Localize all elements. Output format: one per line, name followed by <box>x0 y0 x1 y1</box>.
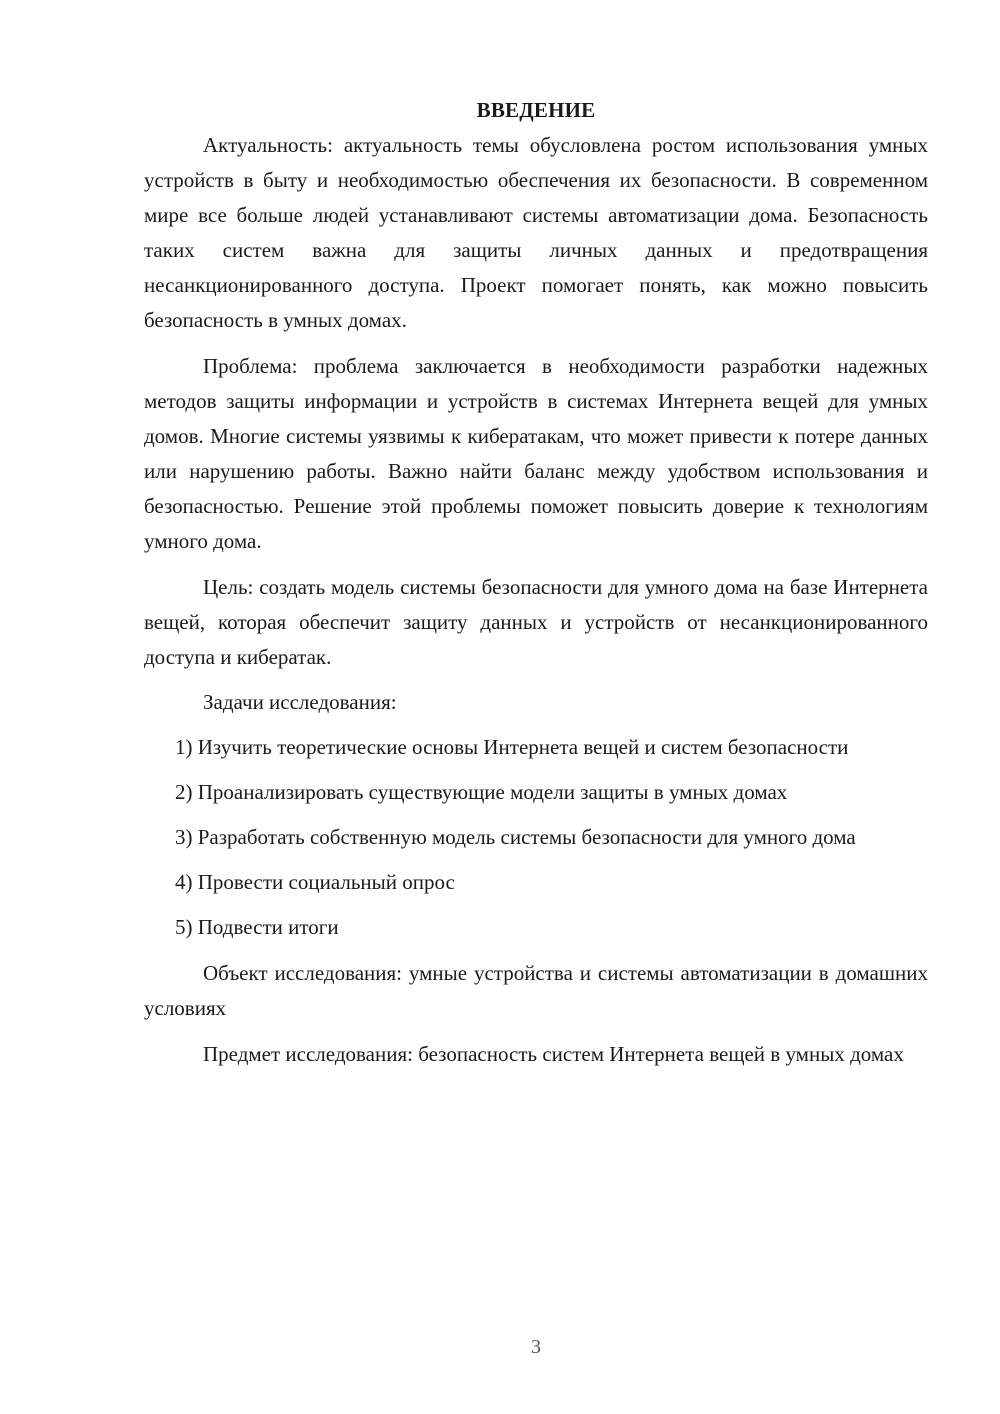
task-item: 1) Изучить теоретические основы Интернета вещей и систем безопасности <box>175 735 849 759</box>
relevance-paragraph: Актуальность: актуальность темы обусловлена ростом использования умных устройств в быту и необходимостью обеспечения их безопасности. В современном мире все больше людей устанавливают системы автоматизации дома. Безопасность таких систем важна для защиты личных данных и предотвращения несанкционированного доступа. Проект помогает понять, как можно повысить безопасность в умных домах. <box>144 133 928 332</box>
tasks-heading: Задачи исследования: <box>203 690 397 714</box>
task-item: 5) Подвести итоги <box>175 915 339 939</box>
page-content <box>144 93 928 1072</box>
task-item: 3) Разработать собственную модель системы безопасности для умного дома <box>175 825 856 849</box>
page-title: ВВЕДЕНИЕ <box>476 98 596 122</box>
task-item: 2) Проанализировать существующие модели защиты в умных домах <box>175 780 788 804</box>
subject-paragraph: Предмет исследования: безопасность систем Интернета вещей в умных домах <box>203 1042 904 1066</box>
task-item: 4) Провести социальный опрос <box>175 870 455 894</box>
page-number: 3 <box>531 1336 541 1358</box>
object-paragraph: Объект исследования: умные устройства и системы автоматизации в домашних условиях <box>144 961 928 1020</box>
problem-paragraph: Проблема: проблема заключается в необходимости разработки надежных методов защиты информации и устройств в системах Интернета вещей для умных домов. Многие системы уязвимы к кибератакам, что может привести к потере данных или нарушению работы. Важно найти баланс между удобством использования и безопасностью. Решение этой проблемы поможет повысить доверие к технологиям умного дома. <box>144 354 928 553</box>
tasks-list <box>144 730 928 945</box>
goal-paragraph: Цель: создать модель системы безопасности для умного дома на базе Интернета вещей, которая обеспечит защиту данных и устройств от несанкционированного доступа и кибератак. <box>144 575 928 669</box>
